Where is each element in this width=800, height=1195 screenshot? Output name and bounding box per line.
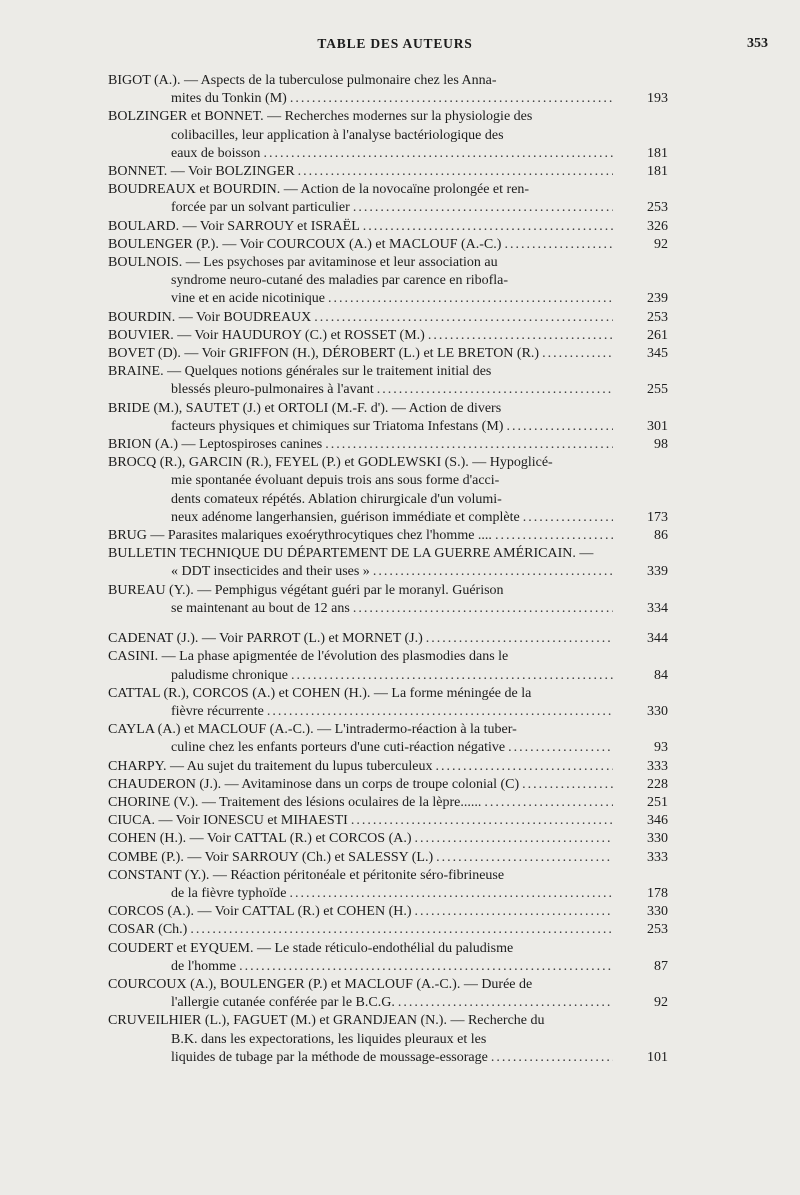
index-entry: [108, 545, 668, 581]
dot-leader: [353, 600, 613, 618]
entry-line: [108, 794, 613, 812]
entry-line-text: BUREAU (Y.). — Pemphigus végétant guéri par le moranyl. Guérison: [108, 582, 504, 598]
dot-leader: [289, 885, 613, 903]
dot-leader: [328, 290, 613, 308]
entry-line: [108, 472, 613, 490]
entry-text: [108, 903, 613, 921]
entry-line-text: liquides de tubage par la méthode de moussage-essorage: [171, 1049, 488, 1065]
entry-line-text: COSAR (Ch.): [108, 922, 188, 938]
entry-line-text: CASINI. — La phase apigmentée de l'évolution des plasmodies dans le: [108, 649, 509, 665]
dot-leader: [415, 903, 613, 921]
dot-leader: [522, 776, 613, 794]
entry-line-text: BOULNOIS. — Les psychoses par avitaminose et leur association au: [108, 255, 498, 271]
entry-line: [108, 436, 613, 454]
entry-text: [108, 867, 613, 903]
index-entry: [108, 721, 668, 757]
entry-line-text: « DDT insecticides and their uses »: [171, 564, 370, 580]
entry-text: [108, 849, 613, 867]
index-entry: [108, 648, 668, 684]
dot-leader: [508, 739, 613, 757]
entry-line: [108, 1012, 613, 1030]
entry-line: [108, 491, 613, 509]
index-entry: [108, 830, 668, 848]
entry-line: [108, 739, 613, 757]
entry-line: [108, 630, 613, 648]
dot-leader: [426, 630, 613, 648]
dot-leader: [351, 812, 613, 830]
entry-page-number: 93: [654, 740, 668, 756]
entry-line-text: BOULARD. — Voir SARROUY et ISRAËL: [108, 218, 360, 234]
entry-text: [108, 976, 613, 1012]
entry-line: [108, 648, 613, 666]
entry-line: [108, 272, 613, 290]
entry-line-text: l'allergie cutanée conférée par le B.C.G.: [171, 995, 395, 1011]
index-entry: [108, 867, 668, 903]
entry-line-text: COUDERT et EYQUEM. — Le stade réticulo-endothélial du paludisme: [108, 940, 514, 956]
index-entry: [108, 758, 668, 776]
entry-line: [108, 903, 613, 921]
entry-text: [108, 545, 613, 581]
entry-line: [108, 454, 613, 472]
dot-leader: [484, 794, 613, 812]
entry-line: [108, 703, 613, 721]
entry-line: [108, 994, 613, 1012]
entry-page-number: 239: [647, 291, 668, 307]
entry-line-text: mie spontanée évoluant depuis trois ans sous forme d'acci-: [171, 473, 500, 489]
entry-text: [108, 758, 613, 776]
section-gap: [108, 618, 668, 630]
dot-leader: [353, 199, 613, 217]
entry-line-text: paludisme chronique: [171, 667, 289, 683]
entry-page-number: 330: [647, 904, 668, 920]
entry-line-text: se maintenant au bout de 12 ans: [171, 600, 350, 616]
index-entry: [108, 309, 668, 327]
entry-text: [108, 582, 613, 618]
entry-page-number: 344: [647, 631, 668, 647]
entry-line: [108, 236, 613, 254]
entry-text: [108, 218, 613, 236]
entry-line: [108, 363, 613, 381]
entry-line-text: BOULENGER (P.). — Voir COURCOUX (A.) et MACLOUF (A.-C.): [108, 236, 502, 252]
entry-line-text: facteurs physiques et chimiques sur Triatoma Infestans (M): [171, 418, 504, 434]
entry-line: [108, 127, 613, 145]
index-entry: [108, 436, 668, 454]
entry-line-text: de l'homme: [171, 958, 237, 974]
entry-line-text: blessés pleuro-pulmonaires à l'avant: [171, 382, 374, 398]
entry-line: [108, 600, 613, 618]
entry-page-number: 101: [647, 1049, 668, 1065]
entry-page-number: 339: [647, 564, 668, 580]
index-entry: [108, 903, 668, 921]
entry-page-number: 87: [654, 958, 668, 974]
dot-leader: [495, 527, 613, 545]
entry-line: [108, 108, 613, 126]
index-entry: [108, 940, 668, 976]
dot-leader: [506, 418, 613, 436]
entry-line: [108, 418, 613, 436]
entry-text: [108, 327, 613, 345]
entry-line-text: BOLZINGER et BONNET. — Recherches modernes sur la physiologie des: [108, 109, 533, 125]
entry-page-number: 255: [647, 382, 668, 398]
entry-line-text: dents comateux répétés. Ablation chirurgicale d'un volumi-: [171, 491, 502, 507]
dot-leader: [291, 667, 613, 685]
index-entry: [108, 630, 668, 648]
entry-line: [108, 885, 613, 903]
entry-page-number: 181: [647, 164, 668, 180]
entry-text: [108, 436, 613, 454]
entry-line-text: COURCOUX (A.), BOULENGER (P.) et MACLOUF (A.-C.). — Durée de: [108, 976, 533, 992]
entry-page-number: 345: [647, 346, 668, 362]
entry-line: [108, 776, 613, 794]
entry-line-text: CAYLA (A.) et MACLOUF (A.-C.). — L'intradermo-réaction à la tuber-: [108, 722, 517, 738]
index-entry: [108, 1012, 668, 1067]
entry-line: [108, 309, 613, 327]
entry-line-text: BRIDE (M.), SAUTET (J.) et ORTOLI (M.-F. d'). — Action de divers: [108, 400, 502, 416]
entry-page-number: 330: [647, 831, 668, 847]
dot-leader: [298, 163, 613, 181]
entry-page-number: 330: [647, 703, 668, 719]
dot-leader: [415, 830, 613, 848]
entry-line: [108, 327, 613, 345]
entry-line: [108, 867, 613, 885]
entry-line: [108, 1031, 613, 1049]
dot-leader: [325, 436, 613, 454]
entry-line: [108, 563, 613, 581]
entry-text: [108, 309, 613, 327]
entry-line-text: CHARPY. — Au sujet du traitement du lupus tuberculeux: [108, 758, 433, 774]
entry-line: [108, 72, 613, 90]
dot-leader: [267, 703, 613, 721]
entry-text: [108, 454, 613, 527]
entry-line: [108, 345, 613, 363]
entry-page-number: 333: [647, 758, 668, 774]
index-entry: [108, 400, 668, 436]
dot-leader: [542, 345, 613, 363]
entry-line-text: CORCOS (A.). — Voir CATTAL (R.) et COHEN (H.): [108, 904, 412, 920]
entry-text: [108, 163, 613, 181]
index-entry: [108, 254, 668, 309]
entry-text: [108, 254, 613, 309]
entry-line-text: B.K. dans les expectorations, les liquides pleuraux et les: [171, 1031, 487, 1047]
entry-page-number: 253: [647, 200, 668, 216]
dot-leader: [290, 90, 613, 108]
entry-page-number: 181: [647, 145, 668, 161]
dot-leader: [436, 849, 613, 867]
entry-line-text: CHORINE (V.). — Traitement des lésions oculaires de la lèpre......: [108, 794, 482, 810]
dot-leader: [363, 218, 613, 236]
index-entry: [108, 921, 668, 939]
dot-leader: [398, 994, 613, 1012]
entry-text: [108, 181, 613, 217]
index-entry: [108, 976, 668, 1012]
entry-line: [108, 758, 613, 776]
entry-text: [108, 685, 613, 721]
index-entry: [108, 163, 668, 181]
entry-line: [108, 290, 613, 308]
entry-text: [108, 940, 613, 976]
entry-line: [108, 667, 613, 685]
entry-text: [108, 527, 613, 545]
entry-page-number: 228: [647, 776, 668, 792]
entry-line: [108, 976, 613, 994]
index-entry: [108, 72, 668, 108]
entry-line-text: COMBE (P.). — Voir SARROUY (Ch.) et SALESSY (L.): [108, 849, 434, 865]
dot-leader: [239, 958, 613, 976]
entry-line: [108, 199, 613, 217]
entry-line-text: BRAINE. — Quelques notions générales sur le traitement initial des: [108, 364, 492, 380]
entry-line: [108, 145, 613, 163]
entry-line: [108, 958, 613, 976]
entry-page-number: 173: [647, 509, 668, 525]
entry-line-text: eaux de boisson: [171, 145, 261, 161]
entry-line-text: BIGOT (A.). — Aspects de la tuberculose pulmonaire chez les Anna-: [108, 73, 497, 88]
index-entry: [108, 454, 668, 527]
entry-line-text: BOUDREAUX et BOURDIN. — Action de la novocaïne prolongée et ren-: [108, 182, 530, 198]
entry-line: [108, 545, 613, 563]
entry-text: [108, 363, 613, 399]
entry-page-number: 251: [647, 794, 668, 810]
index-entry: [108, 794, 668, 812]
entry-page-number: 346: [647, 813, 668, 829]
entry-text: [108, 721, 613, 757]
entry-line-text: CADENAT (J.). — Voir PARROT (L.) et MORNET (J.): [108, 631, 423, 647]
entry-line-text: fièvre récurrente: [171, 703, 264, 719]
index-entry: [108, 849, 668, 867]
entry-line-text: BULLETIN TECHNIQUE DU DÉPARTEMENT DE LA GUERRE AMÉRICAIN. —: [108, 546, 594, 562]
entry-page-number: 253: [647, 922, 668, 938]
entry-page-number: 301: [647, 418, 668, 434]
entry-text: [108, 830, 613, 848]
entry-text: [108, 812, 613, 830]
entry-text: [108, 921, 613, 939]
dot-leader: [428, 327, 613, 345]
entry-page-number: 178: [647, 885, 668, 901]
dot-leader: [491, 1049, 613, 1067]
entry-line-text: BROCQ (R.), GARCIN (R.), FEYEL (P.) et GODLEWSKI (S.). — Hypoglicé-: [108, 455, 553, 471]
dot-leader: [314, 309, 613, 327]
entry-line-text: BOVET (D). — Voir GRIFFON (H.), DÉROBERT (L.) et LE BRETON (R.): [108, 346, 540, 362]
index-entry: [108, 363, 668, 399]
entry-line: [108, 685, 613, 703]
index-entry: [108, 108, 668, 163]
entry-page-number: 261: [647, 327, 668, 343]
entry-line: [108, 849, 613, 867]
index-entry: [108, 527, 668, 545]
dot-leader: [263, 145, 613, 163]
entry-line: [108, 381, 613, 399]
index-entry: [108, 327, 668, 345]
entry-text: [108, 794, 613, 812]
entry-text: [108, 630, 613, 648]
entry-line-text: BONNET. — Voir BOLZINGER: [108, 164, 295, 180]
entry-line: [108, 400, 613, 418]
entry-page-number: 253: [647, 309, 668, 325]
entry-text: [108, 345, 613, 363]
dot-leader: [435, 758, 613, 776]
entry-line-text: BOUVIER. — Voir HAUDUROY (C.) et ROSSET (M.): [108, 327, 425, 343]
entry-line-text: CHAUDERON (J.). — Avitaminose dans un corps de troupe colonial (C): [108, 776, 520, 792]
index-entry: [108, 218, 668, 236]
entry-line: [108, 181, 613, 199]
entry-page-number: 334: [647, 600, 668, 616]
entry-page-number: 84: [654, 667, 668, 683]
entry-line-text: culine chez les enfants porteurs d'une cuti-réaction négative: [171, 740, 506, 756]
entry-text: [108, 776, 613, 794]
entry-line: [108, 582, 613, 600]
entry-line: [108, 721, 613, 739]
entry-line: [108, 921, 613, 939]
running-title: TABLE DES AUTEURS: [317, 36, 473, 51]
entry-line: [108, 830, 613, 848]
dot-leader: [190, 921, 613, 939]
entry-line-text: BOURDIN. — Voir BOUDREAUX: [108, 309, 312, 325]
dot-leader: [373, 563, 613, 581]
entry-line: [108, 163, 613, 181]
entry-page-number: 92: [654, 995, 668, 1011]
entry-text: [108, 648, 613, 684]
entry-line-text: neux adénome langerhansien, guérison immédiate et complète: [171, 509, 520, 525]
dot-leader: [504, 236, 613, 254]
entry-line-text: COHEN (H.). — Voir CATTAL (R.) et CORCOS (A.): [108, 831, 412, 847]
entry-page-number: 86: [654, 528, 668, 544]
entry-text: [108, 72, 613, 108]
index-entry: [108, 685, 668, 721]
index-entry: [108, 236, 668, 254]
index-entry: [108, 181, 668, 217]
index-entry: [108, 776, 668, 794]
entry-page-number: 98: [654, 437, 668, 453]
dot-leader: [523, 509, 613, 527]
entry-line-text: de la fièvre typhoïde: [171, 885, 287, 901]
entry-line-text: colibacilles, leur application à l'analyse bactériologique des: [171, 127, 504, 143]
page-header: [0, 36, 800, 56]
entry-page-number: 193: [647, 91, 668, 107]
dot-leader: [377, 381, 613, 399]
entry-line-text: CONSTANT (Y.). — Réaction péritonéale et péritonite séro-fibrineuse: [108, 867, 505, 883]
entry-line: [108, 940, 613, 958]
entry-line-text: syndrome neuro-cutané des maladies par carence en ribofla-: [171, 273, 509, 289]
entry-line-text: forcée par un solvant particulier: [171, 200, 350, 216]
page-number: 353: [747, 36, 768, 51]
entry-line-text: CATTAL (R.), CORCOS (A.) et COHEN (H.). — La forme méningée de la: [108, 685, 532, 701]
author-index: [108, 72, 668, 1067]
entry-text: [108, 108, 613, 163]
entry-text: [108, 400, 613, 436]
entry-line: [108, 527, 613, 545]
entry-page-number: 333: [647, 849, 668, 865]
entry-line: [108, 254, 613, 272]
entry-line: [108, 1049, 613, 1067]
entry-line: [108, 90, 613, 108]
index-entry: [108, 812, 668, 830]
entry-text: [108, 1012, 613, 1067]
entry-line: [108, 812, 613, 830]
entry-line-text: vine et en acide nicotinique: [171, 291, 325, 307]
entry-line-text: mites du Tonkin (M): [171, 91, 287, 107]
entry-line-text: CRUVEILHIER (L.), FAGUET (M.) et GRANDJEAN (N.). — Recherche du: [108, 1013, 545, 1029]
entry-line-text: BRION (A.) — Leptospiroses canines: [108, 437, 323, 453]
entry-line: [108, 218, 613, 236]
entry-line-text: BRUG — Parasites malariques exoérythrocytiques chez l'homme ....: [108, 528, 492, 544]
index-entry: [108, 582, 668, 618]
entry-text: [108, 236, 613, 254]
index-entry: [108, 345, 668, 363]
entry-page-number: 92: [654, 236, 668, 252]
entry-line: [108, 509, 613, 527]
entry-page-number: 326: [647, 218, 668, 234]
entry-line-text: CIUCA. — Voir IONESCU et MIHAESTI: [108, 813, 348, 829]
